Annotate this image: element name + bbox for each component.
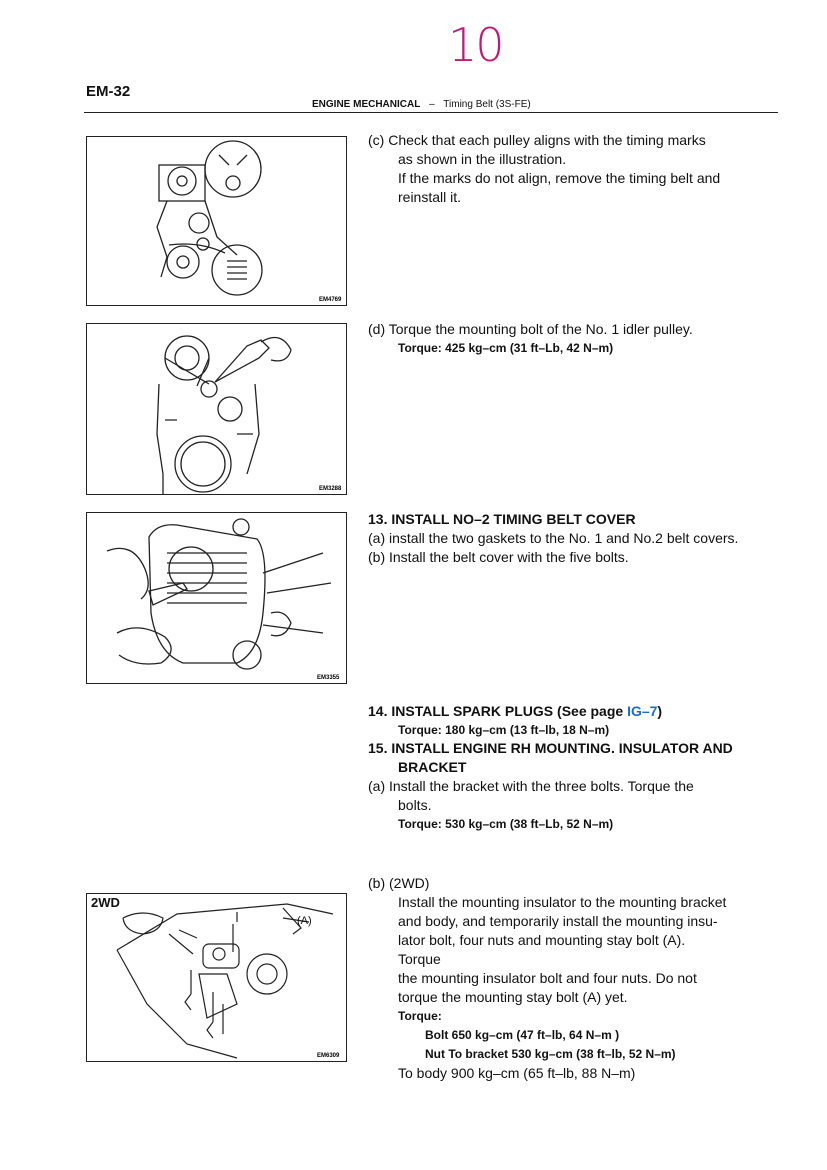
step-c-line1: (c) Check that each pulley aligns with the timing marks: [368, 132, 706, 148]
step-b-nut-torque: Nut To bracket 530 kg–cm (38 ft–lb, 52 N–m): [425, 1047, 676, 1061]
header-rule: [84, 112, 778, 113]
step-b-bolt-torque: Bolt 650 kg–cm (47 ft–lb, 64 N–m ): [425, 1028, 620, 1042]
step-15: [368, 739, 788, 834]
idler-pulley-illustration: [87, 324, 346, 494]
step-14-heading: [368, 702, 788, 721]
figure-belt-cover: [86, 512, 347, 684]
step-b-body-torque: To body 900 kg–cm (65 ft–lb, 88 N–m): [398, 1065, 636, 1081]
figure-code: EM4769: [319, 297, 342, 303]
figure-code: EM3355: [317, 675, 340, 681]
step-b-line6: torque the mounting stay bolt (A) yet.: [398, 989, 628, 1005]
page-code: EM-32: [86, 83, 131, 100]
step-b-line4: Torque: [398, 951, 441, 967]
step-13-heading: 13. INSTALL NO–2 TIMING BELT COVER: [368, 511, 636, 527]
step-c-line2: as shown in the illustration.: [398, 151, 567, 167]
step-c-line4: reinstall it.: [398, 189, 462, 205]
step-14-torque: Torque: 180 kg–cm (13 ft–lb, 18 N–m): [398, 723, 610, 737]
step-14-heading-text: 14. INSTALL SPARK PLUGS (See page: [368, 703, 624, 719]
callout-a: (A): [297, 915, 312, 927]
step-14: [368, 702, 788, 740]
figure-engine-mounting: [86, 893, 347, 1062]
step-c-line3: If the marks do not align, remove the timing belt and: [398, 170, 721, 186]
step-15-a-torque: Torque: 530 kg–cm (38 ft–Lb, 52 N–m): [398, 817, 614, 831]
step-b-line3: lator bolt, four nuts and mounting stay bolt (A).: [398, 932, 686, 948]
step-b-line1: Install the mounting insulator to the mounting bracket: [398, 894, 727, 910]
step-b-line0: (b) (2WD): [368, 875, 430, 891]
step-d: [368, 320, 788, 358]
figure-label-2wd: 2WD: [91, 895, 120, 910]
step-15-heading-line2: BRACKET: [398, 759, 467, 775]
header-separator: –: [429, 99, 435, 110]
step-14-heading-close: ): [657, 703, 663, 719]
header-subsection: Timing Belt (3S-FE): [443, 99, 531, 110]
step-15-heading-line1: 15. INSTALL ENGINE RH MOUNTING. INSULATOR AND: [368, 740, 733, 756]
timing-marks-illustration: [87, 137, 346, 305]
step-b-line2: and body, and temporarily install the mounting insu-: [398, 913, 718, 929]
figure-code: EM3288: [319, 486, 342, 492]
belt-cover-illustration: [87, 513, 346, 683]
step-d-line1: (d) Torque the mounting bolt of the No. 1 idler pulley.: [368, 321, 693, 337]
step-b-torque-label: Torque:: [398, 1009, 442, 1023]
step-13-a: (a) install the two gaskets to the No. 1 and No.2 belt covers.: [368, 530, 739, 546]
step-d-torque: Torque: 425 kg–cm (31 ft–Lb, 42 N–m): [398, 341, 614, 355]
figure-code: EM6309: [317, 1053, 340, 1059]
handwritten-page-note: 10: [448, 18, 503, 72]
page-link-ig7[interactable]: IG–7: [627, 703, 658, 719]
step-b-line5: the mounting insulator bolt and four nuts. Do not: [398, 970, 697, 986]
step-c: [368, 131, 788, 207]
step-15-a-line2: bolts.: [398, 797, 432, 813]
running-header: [312, 99, 531, 110]
figure-timing-marks: [86, 136, 347, 306]
step-15-a-line1: (a) Install the bracket with the three bolts. Torque the: [368, 778, 694, 794]
step-13-b: (b) Install the belt cover with the five bolts.: [368, 549, 629, 565]
step-b: [368, 874, 788, 1083]
header-section: ENGINE MECHANICAL: [312, 99, 421, 110]
figure-idler-pulley: [86, 323, 347, 495]
step-13: [368, 510, 808, 567]
